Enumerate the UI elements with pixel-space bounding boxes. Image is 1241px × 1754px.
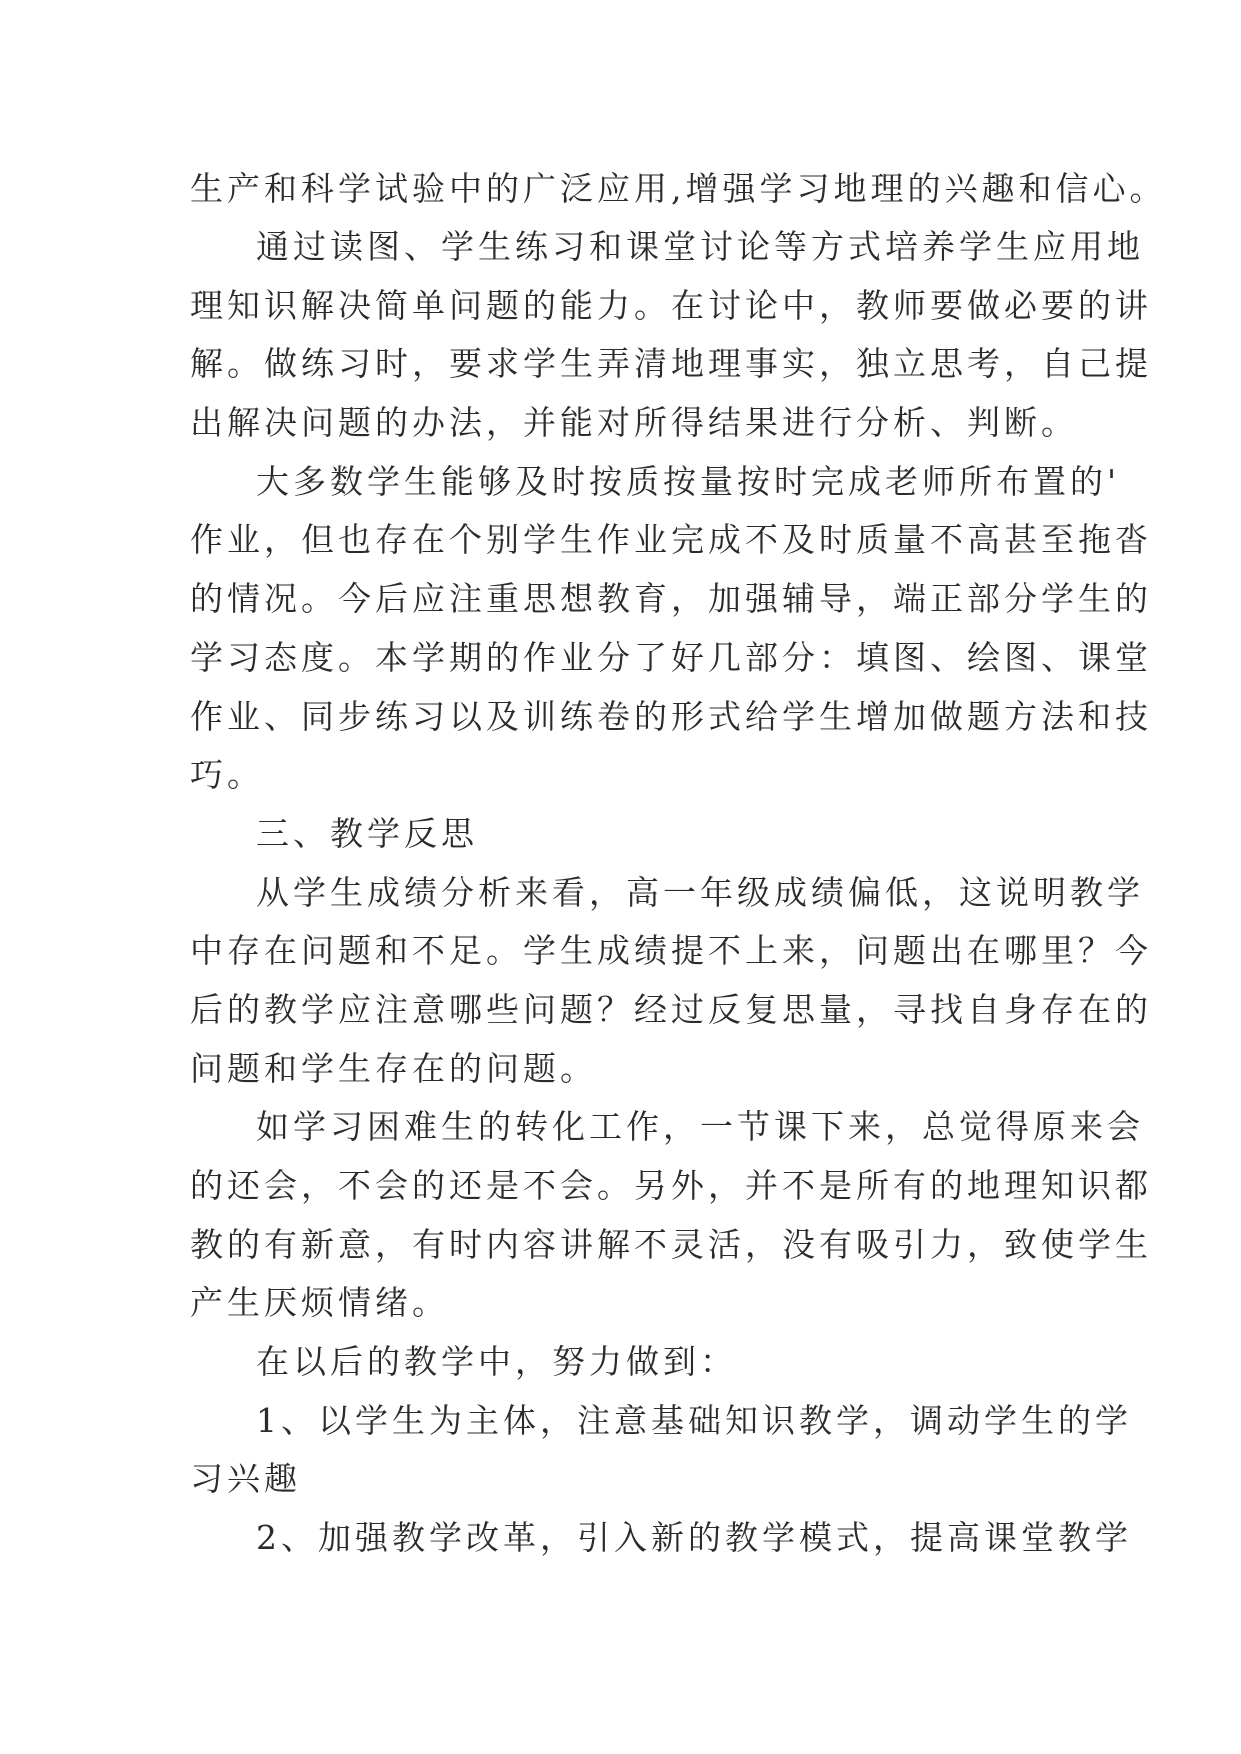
list-item-line: 2、加强教学改革，引入新的教学模式，提高课堂教学: [256, 1518, 1132, 1558]
paragraph-start-line: 大多数学生能够及时按质按量按时完成老师所布置的': [256, 461, 1121, 501]
text-line: 解。做练习时，要求学生弄清地理事实，独立思考，自己提: [190, 344, 1152, 384]
body-text: [190, 160, 1167, 1568]
text-line: 的还会，不会的还是不会。另外，并不是所有的地理知识都: [190, 1166, 1152, 1205]
text-line: 后的教学应注意哪些问题？经过反复思量，寻找自身存在的: [190, 989, 1152, 1029]
text-line: 习兴趣: [190, 1459, 301, 1499]
text-line: 的情况。今后应注重思想教育，加强辅导，端正部分学生的: [190, 579, 1152, 619]
paragraph-start-line: 如学习困难生的转化工作，一节课下来，总觉得原来会: [256, 1107, 1144, 1147]
list-item-line: 1、以学生为主体，注意基础知识教学，调动学生的学: [256, 1400, 1132, 1440]
text-line: 产生厌烦情绪。: [190, 1283, 449, 1323]
text-line: 学习态度。本学期的作业分了好几部分：填图、绘图、课堂: [190, 637, 1152, 677]
text-line: 问题和学生存在的问题。: [190, 1048, 597, 1088]
text-line: 中存在问题和不足。学生成绩提不上来，问题出在哪里？今: [190, 931, 1152, 971]
paragraph-start-line: 在以后的教学中，努力做到：: [256, 1342, 737, 1382]
paragraph-start-line: 通过读图、学生练习和课堂讨论等方式培养学生应用地: [256, 227, 1144, 266]
section-heading: 三、教学反思: [256, 813, 478, 853]
text-line: 生产和科学试验中的广泛应用,增强学习地理的兴趣和信心。: [190, 169, 1167, 208]
text-line: 教的有新意，有时内容讲解不灵活，没有吸引力，致使学生: [190, 1224, 1152, 1264]
text-line: 巧。: [190, 755, 264, 795]
text-line: 作业，但也存在个别学生作业完成不及时质量不高甚至拖沓: [190, 520, 1152, 560]
text-line: 出解决问题的办法，并能对所得结果进行分析、判断。: [190, 403, 1078, 443]
paragraph-start-line: 从学生成绩分析来看，高一年级成绩偏低，这说明教学: [256, 872, 1144, 912]
text-line: 理知识解决简单问题的能力。在讨论中，教师要做必要的讲: [190, 285, 1152, 325]
text-line: 作业、同步练习以及训练卷的形式给学生增加做题方法和技: [190, 696, 1152, 736]
